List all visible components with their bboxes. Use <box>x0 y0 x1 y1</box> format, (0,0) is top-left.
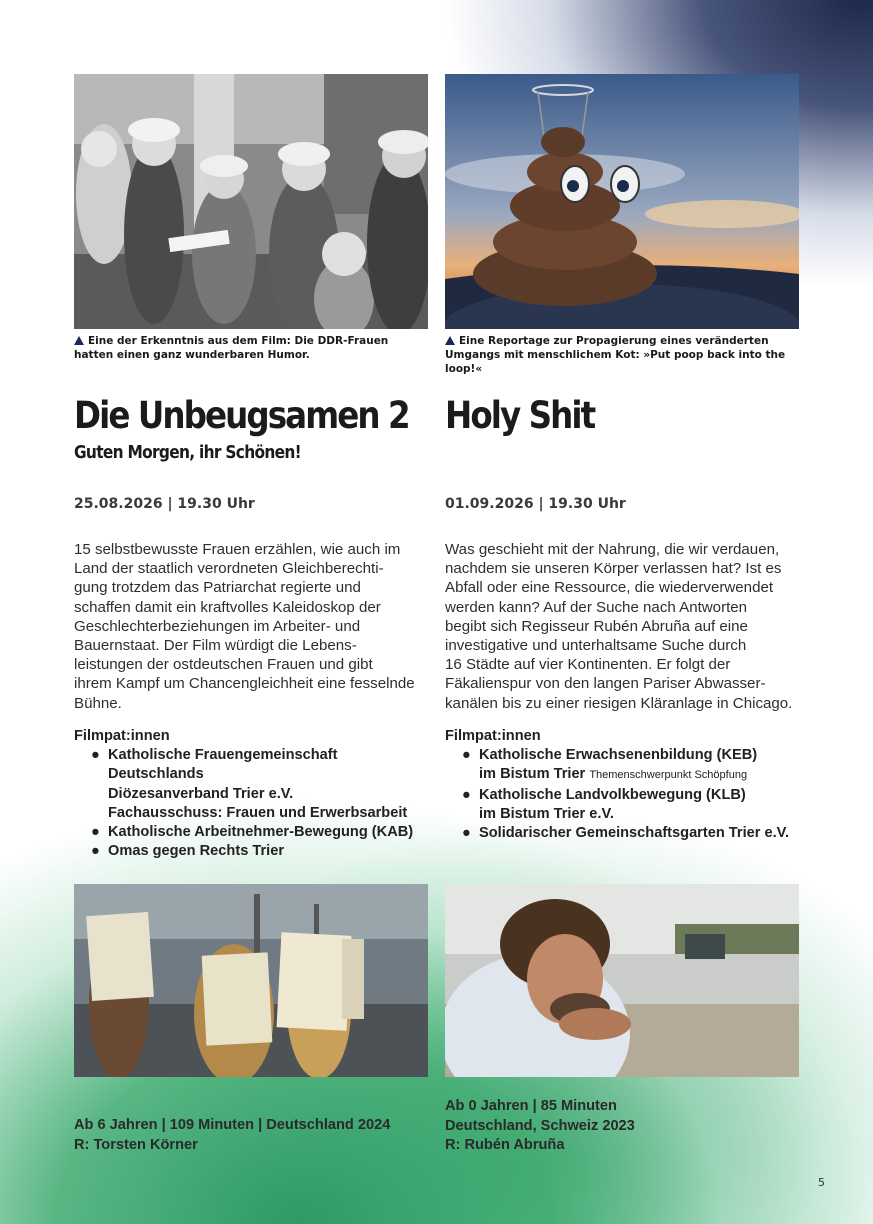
film-title: Holy Shit <box>445 394 595 437</box>
bullet-icon: ● <box>91 747 100 764</box>
page-number: 5 <box>818 1176 825 1189</box>
bullet-icon: ● <box>91 843 100 860</box>
film-description: 15 selbstbewusste Frauen erzählen, wie auch im Land der staatlich verordneten Gleichberechti- gung trotzdem das Patriarchat regierte und schaffen damit ein kraftvolles Kaleidoskop der Geschlechterbeziehungen im Arbeiter- und Bauernstaat. Der Film würdigt die Lebens- leistungen der ostdeutschen Frauen und gibt ihrem Kampf um Chancengleichheit eine fesselnde Bühne. <box>74 541 415 712</box>
film-patrons <box>74 727 434 861</box>
triangle-up-icon <box>74 336 84 345</box>
patrons-list <box>74 746 434 861</box>
patrons-list <box>445 746 805 843</box>
film-description: Was geschieht mit der Nahrung, die wir verdauen, nachdem sie unseren Körper verlassen hat? Ist es Abfall oder eine Ressource, die wiederverwendet werden kann? Auf der Suche nach Antworten begibt sich Regisseur Rubén Abruña auf eine investigative und unterhaltsame Suche durch 16 Städte auf vier Kontinenten. Er folgt der Fäkalienspur von den langen Pariser Abwasser- kanälen bis zu einer riesigen Kläranlage in Chicago. <box>445 541 793 712</box>
patrons-heading: Filmpat:innen <box>74 728 170 744</box>
film-meta: Ab 6 Jahren | 109 Minuten | Deutschland 2024 R: Torsten Körner <box>74 1117 391 1153</box>
patrons-heading: Filmpat:innen <box>445 728 541 744</box>
film-patrons <box>445 727 805 843</box>
photo-poop-sculpture <box>445 74 799 329</box>
bullet-icon: ● <box>462 747 471 764</box>
photo-protest-signs <box>74 884 428 1077</box>
bullet-icon: ● <box>462 825 471 842</box>
photo-caption: Eine Reportage zur Propagierung eines veränderten Umgangs mit menschlichem Kot: »Put poop back into the loop!« <box>445 335 786 375</box>
bullet-icon: ● <box>462 786 471 803</box>
triangle-up-icon <box>445 336 455 345</box>
film-subtitle: Guten Morgen, ihr Schönen! <box>74 443 301 463</box>
list-item: ● Solidarischer Gemeinschaftsgarten Trier e.V. <box>445 824 805 843</box>
list-item: ● Katholische Erwachsenenbildung (KEB) im Bistum Trier Themenschwerpunkt Schöpfung <box>462 747 758 783</box>
bullet-icon: ● <box>91 824 100 841</box>
list-item: ● Omas gegen Rechts Trier <box>74 842 434 861</box>
screening-date: 01.09.2026 | 19.30 Uhr <box>445 496 626 512</box>
film-title: Die Unbeugsamen 2 <box>74 394 409 437</box>
photo-ddr-women-laughing <box>74 74 428 329</box>
screening-date: 25.08.2026 | 19.30 Uhr <box>74 496 255 512</box>
list-item: ● Katholische Landvolkbewegung (KLB) im Bistum Trier e.V. <box>462 786 746 822</box>
photo-man-smelling-soil <box>445 884 799 1077</box>
list-item: ● Katholische Frauengemeinschaft Deutschlands Diözesanverband Trier e.V. Fachausschuss: Frauen und Erwerbsarbeit <box>91 747 408 821</box>
film-meta: Ab 0 Jahren | 85 Minuten Deutschland, Schweiz 2023 R: Rubén Abruña <box>445 1098 635 1153</box>
list-item: ● Katholische Arbeitnehmer-Bewegung (KAB) <box>74 823 434 842</box>
photo-caption: Eine der Erkenntnis aus dem Film: Die DDR-Frauen hatten einen ganz wunderbaren Humor. <box>74 335 389 361</box>
